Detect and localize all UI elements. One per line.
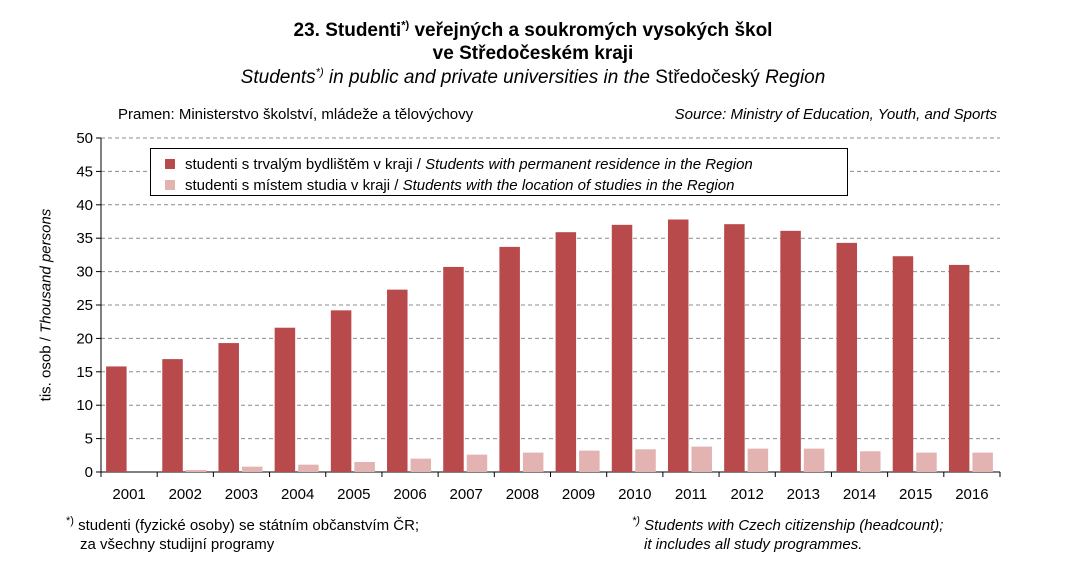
bar-location-of-studies [579, 451, 600, 472]
bar-permanent-residence [893, 256, 914, 472]
bar-permanent-residence [780, 231, 801, 472]
bar-location-of-studies [354, 462, 375, 472]
x-tick-label: 2003 [224, 486, 259, 503]
x-tick-label: 2006 [393, 486, 427, 503]
y-tick-label: 15 [76, 363, 93, 381]
bar-permanent-residence [612, 225, 633, 472]
source-en: Source: Ministry of Education, Youth, and Sports [674, 106, 997, 123]
bar-location-of-studies [916, 453, 937, 472]
y-tick-label: 25 [76, 297, 93, 314]
y-tick-label: 45 [76, 163, 93, 181]
bar-permanent-residence [275, 328, 296, 472]
bar-permanent-residence [837, 243, 858, 472]
bar-location-of-studies [691, 447, 712, 472]
bar-permanent-residence [106, 366, 127, 472]
bar-permanent-residence [331, 310, 352, 472]
bar-location-of-studies [467, 455, 488, 472]
x-tick-label: 2008 [505, 486, 540, 503]
chart-subtitle: Students*) in public and private universities in the Středočeský Region [240, 66, 826, 88]
bar-location-of-studies [523, 453, 544, 472]
bar-location-of-studies [860, 451, 881, 472]
bar-permanent-residence [162, 359, 183, 472]
bar-location-of-studies [411, 459, 432, 472]
bar-location-of-studies [972, 453, 993, 472]
bar-location-of-studies [186, 470, 207, 472]
bar-permanent-residence [724, 224, 745, 472]
x-tick-label: 2015 [899, 486, 933, 503]
bar-location-of-studies [748, 449, 769, 472]
footnote-en: *) Students with Czech citizenship (headcount); it includes all study programmes. [632, 515, 944, 553]
y-tick-label: 20 [76, 330, 93, 348]
legend-item-location-of-studies: studenti s místem studia v kraji / Students with the location of studies in the Region [165, 177, 734, 194]
bar-permanent-residence [949, 265, 970, 472]
bar-location-of-studies [242, 467, 263, 472]
x-tick-label: 2012 [730, 486, 764, 503]
chart-title-line1: 23. Studenti*) veřejných a soukromých vysokých škol [293, 19, 773, 41]
x-tick-label: 2016 [955, 486, 989, 503]
bar-location-of-studies [804, 449, 825, 472]
x-tick-label: 2014 [842, 486, 877, 503]
x-tick-label: 2004 [280, 486, 315, 503]
bar-permanent-residence [443, 267, 464, 472]
legend-swatch-permanent-residence [165, 159, 175, 169]
y-tick-label: 30 [76, 263, 93, 281]
x-tick-label: 2002 [168, 486, 202, 503]
y-tick-label: 50 [76, 130, 93, 147]
y-tick-label: 0 [84, 464, 93, 481]
source-cz: Pramen: Ministerstvo školství, mládeže a tělovýchovy [118, 106, 474, 123]
footnote-cz: *) studenti (fyzické osoby) se státním občanstvím ČR; za všechny studijní programy [66, 515, 420, 553]
x-tick-label: 2005 [337, 486, 371, 503]
x-tick-label: 2009 [561, 486, 596, 503]
bar-location-of-studies [635, 449, 656, 472]
bar-permanent-residence [556, 232, 577, 472]
x-tick-label: 2013 [786, 486, 821, 503]
y-axis-label: tis. osob / Thousand persons [37, 208, 55, 402]
x-tick-label: 2007 [449, 486, 483, 503]
x-tick-label: 2011 [674, 486, 708, 503]
bar-permanent-residence [387, 290, 408, 472]
bar-permanent-residence [668, 219, 689, 472]
bar-permanent-residence [499, 247, 520, 472]
legend-item-permanent-residence: studenti s trvalým bydlištěm v kraji / Students with permanent residence in the Region [165, 156, 753, 173]
y-tick-label: 5 [84, 430, 93, 448]
x-tick-label: 2010 [618, 486, 652, 503]
legend-swatch-location-of-studies [165, 180, 175, 190]
y-tick-label: 40 [76, 196, 93, 214]
bar-permanent-residence [218, 343, 239, 472]
y-tick-label: 10 [76, 397, 93, 415]
chart-title-line2: ve Středočeském kraji [432, 43, 634, 64]
legend [150, 148, 848, 196]
bar-location-of-studies [298, 465, 319, 472]
x-tick-label: 2001 [112, 486, 146, 503]
y-tick-label: 35 [76, 230, 93, 248]
